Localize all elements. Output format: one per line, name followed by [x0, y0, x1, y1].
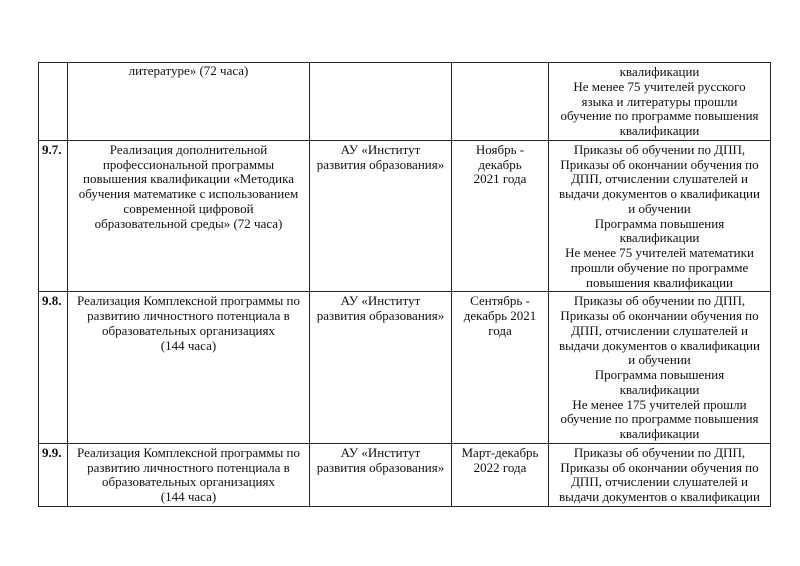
table-row [39, 63, 771, 141]
cell-name [68, 292, 310, 444]
result-line: Приказы об обучении по ДПП, [573, 444, 746, 460]
period-line: 2022 года [473, 459, 527, 475]
row-number: 9.9. [39, 443, 68, 506]
cell-executor [310, 140, 452, 292]
result-line: выдачи документов о квалификации [559, 489, 760, 504]
name-line: развитию личностного потенциала в [87, 459, 290, 475]
cell-result [549, 443, 771, 506]
result-line: обучение по программе повышения [560, 411, 759, 427]
result-line: Программа повышения [594, 367, 725, 382]
period-line: декабрь [478, 156, 522, 172]
name-line: (144 часа) [160, 337, 217, 353]
cell-name [68, 63, 310, 141]
name-line: литературе» (72 часа) [128, 63, 249, 78]
result-line: квалификации [619, 64, 700, 79]
executor-line: развития образования» [316, 459, 445, 475]
cell-executor [310, 63, 452, 141]
period-line: декабрь 2021 [463, 308, 537, 323]
period-line: Ноябрь - [475, 141, 525, 157]
period-line: Сентябрь - [470, 293, 530, 309]
result-line: повышения квалификации [585, 274, 733, 290]
name-line: повышения квалификации «Методика [82, 171, 294, 187]
cell-period [452, 63, 549, 141]
cell-period [452, 292, 549, 444]
name-line: Реализация Комплексной программы по [77, 444, 300, 460]
plan-table [38, 62, 771, 507]
result-line: Не менее 175 учителей прошли [572, 396, 747, 412]
result-line: ДПП, отчислении слушателей и [571, 171, 748, 187]
executor-line: АУ «Институт [340, 293, 421, 309]
cell-period [452, 140, 549, 292]
executor-line: развития образования» [316, 308, 445, 323]
name-line: современной цифровой [123, 200, 254, 216]
table-row [39, 443, 771, 506]
period-line: 2021 года [473, 171, 527, 187]
result-line: выдачи документов о квалификации [559, 337, 760, 353]
cell-result [549, 63, 771, 141]
cell-name [68, 443, 310, 506]
result-line: Не менее 75 учителей математики [565, 245, 754, 260]
result-line: квалификации [619, 123, 700, 138]
result-line: прошли обучение по программе [570, 259, 749, 275]
executor-line: АУ «Институт [340, 444, 421, 460]
result-line: и обучении [628, 200, 691, 216]
result-line: языка и литературы прошли [581, 93, 738, 109]
result-line: Приказы об обучении по ДПП, [573, 293, 746, 309]
name-line: образовательных организациях [102, 322, 275, 338]
cell-result [549, 292, 771, 444]
name-line: развитию личностного потенциала в [87, 308, 290, 323]
result-line: Приказы об окончании обучения по [560, 308, 759, 323]
name-line: обучения математике с использованием [78, 186, 299, 201]
name-line: образовательных организациях [102, 474, 275, 490]
table-row [39, 292, 771, 444]
result-line: Приказы об обучении по ДПП, [573, 141, 746, 157]
period-line: года [488, 322, 512, 338]
cell-name [68, 140, 310, 292]
result-line: и обучении [628, 352, 691, 368]
cell-result [549, 140, 771, 292]
result-line: обучение по программе повышения [560, 108, 759, 124]
result-line: ДПП, отчислении слушателей и [571, 322, 748, 338]
result-line: квалификации [619, 230, 700, 246]
result-line: квалификации [619, 426, 700, 441]
result-line: Программа повышения [594, 215, 725, 231]
result-line: выдачи документов о квалификации [559, 186, 760, 201]
name-line: Реализация дополнительной [109, 141, 268, 157]
cell-period [452, 443, 549, 506]
row-number [39, 63, 68, 141]
row-number: 9.8. [39, 292, 68, 444]
name-line: (144 часа) [160, 489, 217, 504]
executor-line: АУ «Институт [340, 141, 421, 157]
result-line: квалификации [619, 381, 700, 397]
row-number: 9.7. [39, 140, 68, 292]
name-line: профессиональной программы [102, 156, 275, 172]
table-row [39, 140, 771, 292]
result-line: Не менее 75 учителей русского [573, 78, 746, 94]
cell-executor [310, 292, 452, 444]
table-body [39, 63, 771, 507]
result-line: ДПП, отчислении слушателей и [571, 474, 748, 490]
result-line: Приказы об окончании обучения по [560, 156, 759, 172]
result-line: Приказы об окончании обучения по [560, 459, 759, 475]
name-line: Реализация Комплексной программы по [77, 293, 300, 309]
period-line: Март-декабрь [461, 444, 539, 460]
cell-executor [310, 443, 452, 506]
name-line: образовательной среды» (72 часа) [94, 215, 283, 231]
executor-line: развития образования» [316, 156, 445, 172]
